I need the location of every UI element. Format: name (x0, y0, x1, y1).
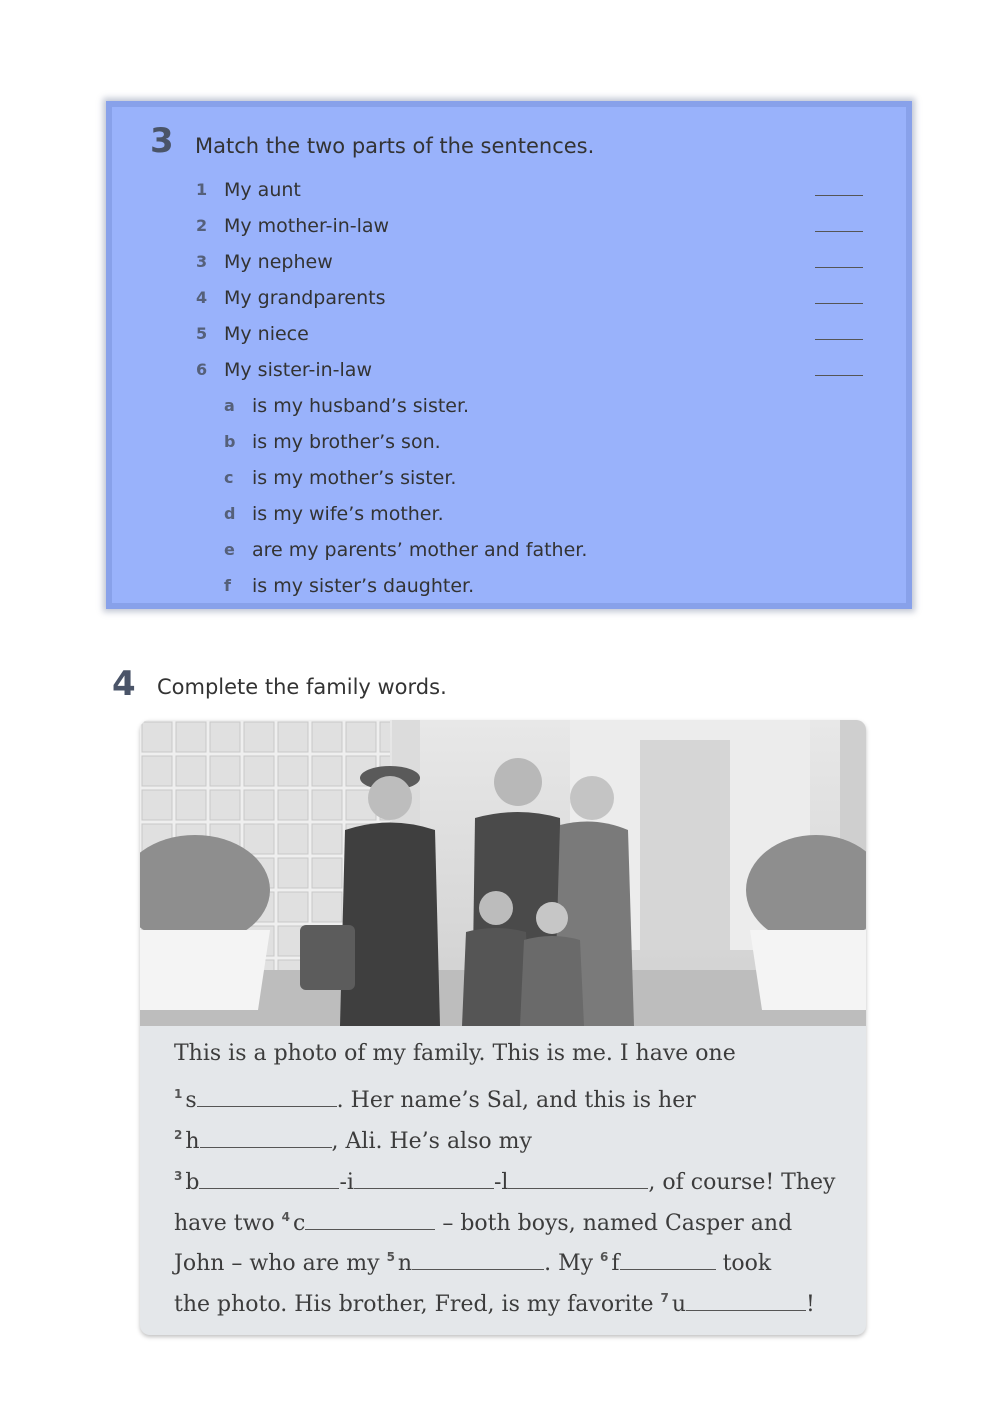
option-text: is my wife’s mother. (252, 503, 444, 525)
gap-number: 7 (660, 1291, 669, 1305)
option-letter: d (224, 504, 236, 523)
answer-blank[interactable] (815, 195, 863, 196)
fill-in-blank[interactable] (197, 1088, 337, 1107)
exercise-number: 4 (112, 664, 136, 704)
story-text-run: , Ali. He’s also my (331, 1129, 532, 1154)
exercise-3-panel (106, 101, 912, 609)
option-text: is my sister’s daughter. (252, 575, 475, 597)
gap-start-letter: b (185, 1170, 200, 1195)
option-text: is my mother’s sister. (252, 467, 457, 489)
story-line (174, 1199, 792, 1235)
item-text: My niece (224, 323, 309, 345)
item-number: 6 (196, 360, 208, 379)
answer-blank[interactable] (815, 303, 863, 304)
option-letter: b (224, 432, 236, 451)
item-number: 4 (196, 288, 208, 307)
gap-number: 1 (174, 1087, 183, 1101)
story-text-run: This is a photo of my family. This is me. I have one (174, 1041, 736, 1066)
item-number: 1 (196, 180, 208, 199)
exercise-4-card (140, 720, 866, 1335)
item-text: My sister-in-law (224, 359, 372, 381)
exercise-instruction: Match the two parts of the sentences. (195, 134, 595, 158)
fill-in-blank[interactable] (199, 1170, 339, 1189)
gap-start-letter: n (397, 1251, 413, 1276)
story-text-run: have two (174, 1211, 275, 1236)
answer-blank[interactable] (815, 375, 863, 376)
story-line (174, 1239, 771, 1275)
gap-number: 3 (174, 1169, 183, 1183)
option-text: are my parents’ mother and father. (252, 539, 588, 561)
answer-blank[interactable] (815, 267, 863, 268)
story-text-run: . My (544, 1251, 594, 1276)
fill-in-blank[interactable] (508, 1170, 648, 1189)
gap-start-letter: h (185, 1129, 200, 1154)
exercise-number: 3 (150, 121, 174, 161)
story-text-run: John – who are my (174, 1251, 380, 1276)
gap-start-letter: s (185, 1088, 197, 1113)
gap-number: 5 (386, 1250, 395, 1264)
answer-blank[interactable] (815, 339, 863, 340)
story-text-run: took (722, 1251, 772, 1276)
option-text: is my brother’s son. (252, 431, 441, 453)
story-text-run: ! (806, 1292, 815, 1317)
story-line (174, 1117, 532, 1153)
item-number: 3 (196, 252, 208, 271)
option-text: is my husband’s sister. (252, 395, 470, 417)
fill-in-blank[interactable] (200, 1129, 332, 1148)
fill-in-blank[interactable] (620, 1251, 716, 1270)
fill-in-blank[interactable] (305, 1211, 435, 1230)
item-number: 5 (196, 324, 208, 343)
option-letter: e (224, 540, 235, 559)
gap-start-letter: -i (339, 1170, 354, 1195)
story-text-run: the photo. His brother, Fred, is my favorite (174, 1292, 654, 1317)
gap-start-letter: -l (493, 1170, 509, 1195)
item-text: My mother-in-law (224, 215, 390, 237)
story-line (174, 1076, 696, 1112)
fill-in-blank[interactable] (354, 1170, 494, 1189)
story-line (174, 1036, 736, 1072)
gap-start-letter: u (671, 1292, 687, 1317)
exercise-instruction: Complete the family words. (157, 675, 447, 699)
item-text: My nephew (224, 251, 333, 273)
item-number: 2 (196, 216, 208, 235)
gap-start-letter: f (611, 1251, 620, 1276)
story-text-run: . Her name’s Sal, and this is her (336, 1088, 696, 1113)
gap-number: 4 (281, 1210, 291, 1224)
story-text-run: – both boys, named Casper and (442, 1211, 793, 1236)
story-line (174, 1158, 835, 1194)
option-letter: c (224, 468, 234, 487)
option-letter: a (224, 396, 235, 415)
family-photo (140, 720, 866, 1026)
item-text: My grandparents (224, 287, 386, 309)
fill-in-blank[interactable] (412, 1251, 544, 1270)
answer-blank[interactable] (815, 231, 863, 232)
gap-number: 2 (174, 1128, 183, 1142)
story-line (174, 1280, 815, 1316)
gap-number: 6 (600, 1250, 609, 1264)
item-text: My aunt (224, 179, 301, 201)
option-letter: f (224, 576, 231, 595)
gap-start-letter: c (293, 1211, 306, 1236)
story-text-run: , of course! They (648, 1170, 836, 1195)
fill-in-blank[interactable] (686, 1292, 806, 1311)
